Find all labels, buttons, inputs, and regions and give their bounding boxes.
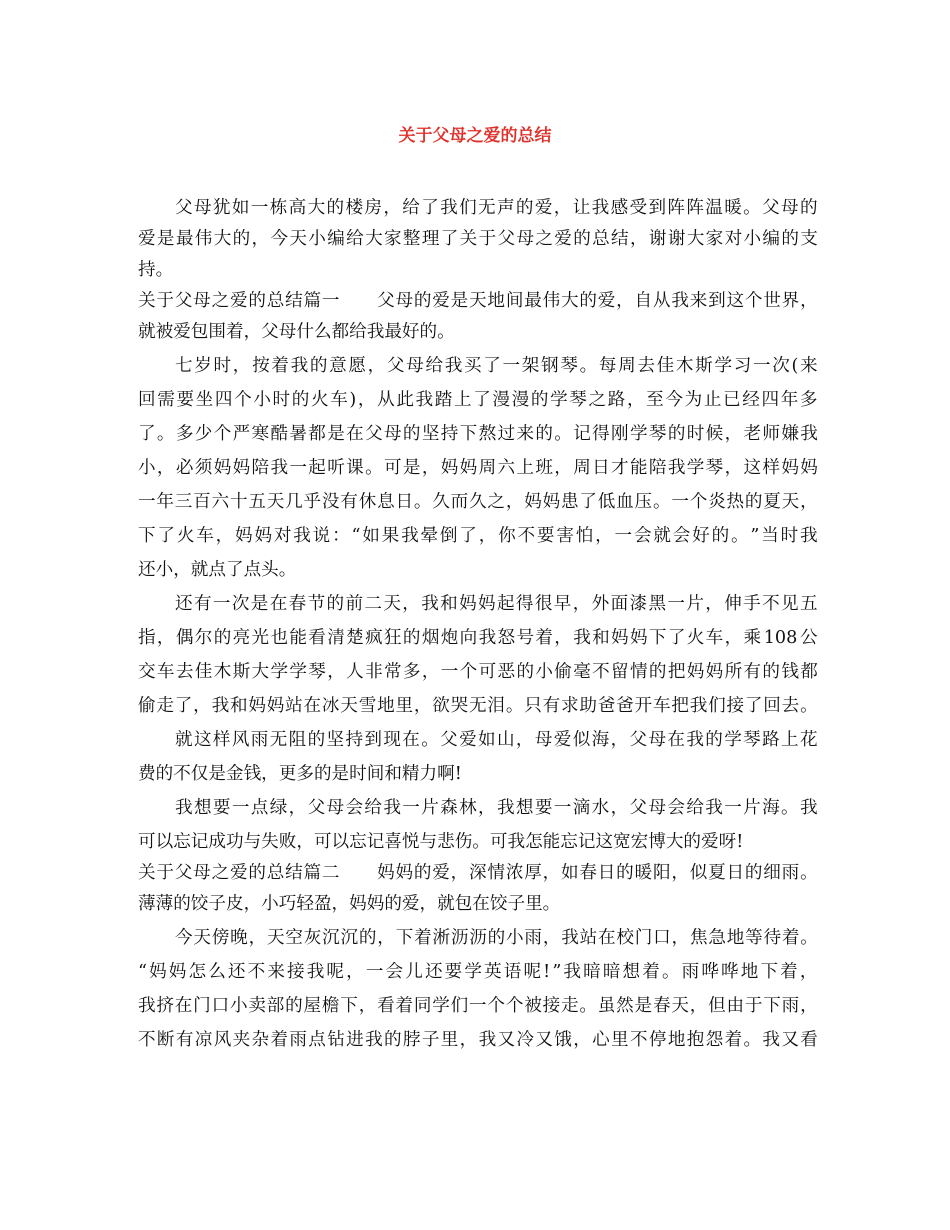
- text-line: 交 车 去 佳 木 斯 大 学 学 琴 ， 人 非 常 多 ， 一 个 可 恶 的 小 偷 毫 不 留 情 的 把 妈 妈 所 有 的 钱 都: [138, 662, 818, 682]
- text-line: 父 母 犹 如 一 栋 高 大 的 楼 房 ， 给 了 我 们 无 声 的 爱 ， 让 我 感 受 到 阵 阵 温 暖 。 父 母 的: [175, 198, 818, 218]
- text-line: 小 ， 必 须 妈 妈 陪 我 一 起 听 课 。 可 是 ， 妈 妈 周 六 上 班 ， 周 日 才 能 陪 我 学 琴 ， 这 样 妈 妈: [138, 458, 818, 478]
- text-line: 关 于 父 母 之 爱 的 总 结 篇 二 妈 妈 的 爱 ， 深 情 浓 厚 ， 如 春 日 的 暖 阳 ， 似 夏 日 的 细 雨 。: [138, 863, 818, 883]
- text-line: 薄薄的饺子皮，小巧轻盈，妈妈的爱，就包在饺子里。: [138, 894, 561, 914]
- text-line: 爱 是 最 伟 大 的 ， 今 天 小 编 给 大 家 整 理 了 关 于 父 母 之 爱 的 总 结 ， 谢 谢 大 家 对 小 编 的 支: [138, 229, 818, 249]
- text-line: 关 于 父 母 之 爱 的 总 结 篇 一 父 母 的 爱 是 天 地 间 最 伟 大 的 爱 ， 自 从 我 来 到 这 个 世 界 ，: [138, 291, 818, 311]
- document-title: 关于父母之爱的总结: [398, 126, 552, 146]
- text-line: 回 需 要 坐 四 个 小 时 的 火 车 ) ， 从 此 我 踏 上 了 漫 漫 的 学 琴 之 路 ， 至 今 为 止 已 经 四 年 多: [138, 390, 818, 410]
- text-line: 可以忘记成功与失败，可以忘记喜悦与悲伤。可我怎能忘记这宽宏博大的爱呀!: [138, 832, 744, 852]
- text-line: 不 断 有 凉 风 夹 杂 着 雨 点 钻 进 我 的 脖 子 里 ， 我 又 冷 又 饿 ， 心 里 不 停 地 抱 怨 着 。 我 又 看: [138, 1030, 818, 1050]
- text-line: 费的不仅是金钱，更多的是时间和精力啊!: [138, 764, 462, 784]
- text-line: 下 了 火 车 ， 妈 妈 对 我 说 ： “ 如 果 我 晕 倒 了 ， 你 不 要 害 怕 ， 一 会 就 会 好 的 。 ” 当 时 我: [138, 526, 818, 546]
- text-line: 还 有 一 次 是 在 春 节 的 前 二 天 ， 我 和 妈 妈 起 得 很 早 ， 外 面 漆 黑 一 片 ， 伸 手 不 见 五: [175, 594, 818, 614]
- text-line: 偷 走 了 ， 我 和 妈 妈 站 在 冰 天 雪 地 里 ， 欲 哭 无 泪 。 只 有 求 助 爸 爸 开 车 把 我 们 接 了 回 去 。: [138, 696, 818, 716]
- text-line: 今 天 傍 晚 ， 天 空 灰 沉 沉 的 ， 下 着 淅 沥 沥 的 小 雨 ， 我 站 在 校 门 口 ， 焦 急 地 等 待 着 。: [175, 928, 818, 948]
- document-body: [138, 193, 818, 1056]
- text-line: 七 岁 时 ， 按 着 我 的 意 愿 ， 父 母 给 我 买 了 一 架 钢 琴 。 每 周 去 佳 木 斯 学 习 一 次 ( 来: [175, 356, 818, 376]
- text-line: “ 妈 妈 怎 么 还 不 来 接 我 呢 ， 一 会 儿 还 要 学 英 语 呢 ! ” 我 暗 暗 想 着 。 雨 哗 哗 地 下 着 ，: [138, 962, 818, 982]
- text-line: 还小，就点了点头。: [138, 560, 297, 580]
- text-line: 就 这 样 风 雨 无 阻 的 坚 持 到 现 在 。 父 爱 如 山 ， 母 爱 似 海 ， 父 母 在 我 的 学 琴 路 上 花: [175, 730, 818, 750]
- text-line: 指 ， 偶 尔 的 亮 光 也 能 看 清 楚 疯 狂 的 烟 炮 向 我 怒 号 着 ， 我 和 妈 妈 下 了 火 车 ， 乘 108 公: [138, 628, 818, 648]
- text-line: 就被爱包围着，父母什么都给我最好的。: [138, 322, 455, 342]
- text-line: 我 想 要 一 点 绿 ， 父 母 会 给 我 一 片 森 林 ， 我 想 要 一 滴 水 ， 父 母 会 给 我 一 片 海 。 我: [175, 798, 818, 818]
- text-line: 了 。 多 少 个 严 寒 酷 暑 都 是 在 父 母 的 坚 持 下 熬 过 来 的 。 记 得 刚 学 琴 的 时 候 ， 老 师 嫌 我: [138, 424, 818, 444]
- text-line: 我 挤 在 门 口 小 卖 部 的 屋 檐 下 ， 看 着 同 学 们 一 个 个 被 接 走 。 虽 然 是 春 天 ， 但 由 于 下 雨 ，: [138, 996, 818, 1016]
- text-line: 持。: [138, 260, 174, 280]
- text-line: 一 年 三 百 六 十 五 天 几 乎 没 有 休 息 日 。 久 而 久 之 ， 妈 妈 患 了 低 血 压 。 一 个 炎 热 的 夏 天 ，: [138, 492, 818, 512]
